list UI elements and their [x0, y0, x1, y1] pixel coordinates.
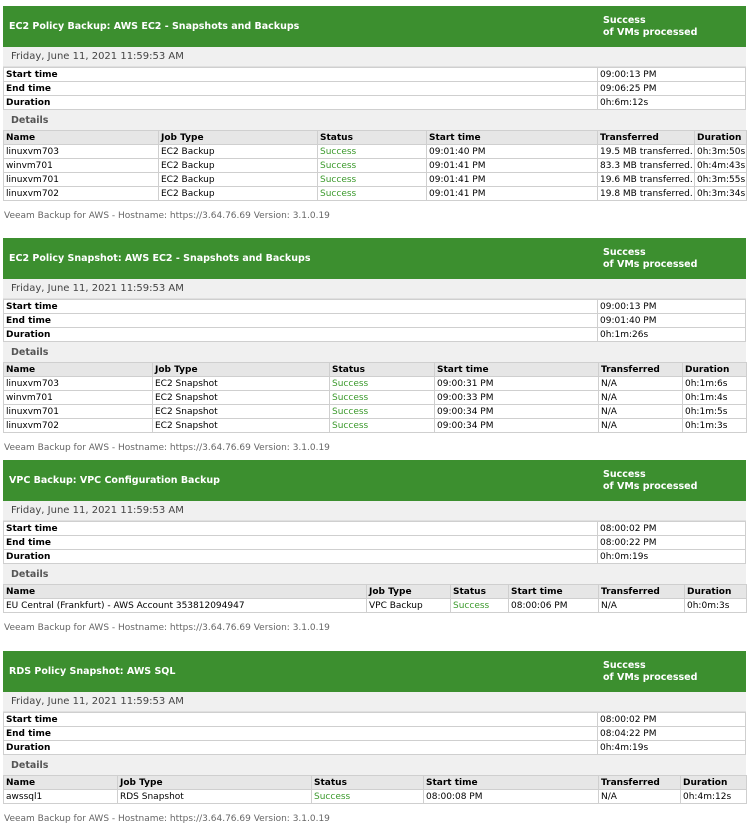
report-footer: Veeam Backup for AWS - Hostname: https://3.64.76.69 Version: 3.1.0.19 [4, 623, 330, 633]
start-time-value: 08:00:02 PM [598, 713, 746, 727]
report-header [3, 651, 746, 692]
table-cell: linuxvm702 [4, 187, 159, 201]
report-title: EC2 Policy Snapshot: AWS EC2 - Snapshots and Backups [9, 253, 311, 264]
table-cell: EC2 Snapshot [153, 391, 330, 405]
report-date: Friday, June 11, 2021 11:59:53 AM [3, 692, 746, 712]
table-cell: 09:01:41 PM [427, 173, 598, 187]
column-header: Status [451, 585, 509, 599]
table-cell: 19.6 MB transferred. [598, 173, 695, 187]
details-table [3, 584, 747, 613]
start-time-value: 09:00:13 PM [598, 300, 746, 314]
status-cell: Success [318, 173, 427, 187]
table-row [4, 599, 747, 613]
table-cell: EC2 Backup [159, 173, 318, 187]
column-header: Duration [695, 131, 747, 145]
status-vms-processed-text: of VMs processed [603, 672, 698, 683]
table-cell: EC2 Backup [159, 187, 318, 201]
end-time-label: End time [4, 536, 598, 550]
table-row [4, 419, 747, 433]
column-header: Job Type [367, 585, 451, 599]
status-cell: Success [312, 790, 424, 804]
start-time-row [4, 522, 746, 536]
column-header: Name [4, 776, 118, 790]
end-time-value: 09:06:25 PM [598, 82, 746, 96]
column-header: Transferred [598, 131, 695, 145]
table-row [4, 159, 747, 173]
details-label: Details [3, 110, 746, 130]
duration-label: Duration [4, 328, 598, 342]
status-cell: Success [330, 391, 435, 405]
end-time-row [4, 314, 746, 328]
end-time-value: 08:04:22 PM [598, 727, 746, 741]
table-cell: 0h:3m:55s [695, 173, 747, 187]
status-cell: Success [451, 599, 509, 613]
table-cell: awssql1 [4, 790, 118, 804]
table-cell: linuxvm703 [4, 377, 153, 391]
end-time-row [4, 727, 746, 741]
table-cell: 09:01:41 PM [427, 159, 598, 173]
column-header: Start time [427, 131, 598, 145]
duration-row [4, 741, 746, 755]
table-row [4, 391, 747, 405]
table-row [4, 790, 747, 804]
details-label: Details [3, 342, 746, 362]
end-time-label: End time [4, 314, 598, 328]
duration-label: Duration [4, 550, 598, 564]
table-cell: 83.3 MB transferred. [598, 159, 695, 173]
start-time-value: 09:00:13 PM [598, 68, 746, 82]
table-cell: 0h:4m:12s [681, 790, 747, 804]
table-cell: 09:00:34 PM [435, 405, 599, 419]
table-cell: winvm701 [4, 391, 153, 405]
status-cell: Success [318, 187, 427, 201]
table-cell: 0h:3m:34s [695, 187, 747, 201]
column-header: Duration [685, 585, 747, 599]
duration-value: 0h:6m:12s [598, 96, 746, 110]
table-cell: N/A [599, 377, 683, 391]
duration-value: 0h:1m:26s [598, 328, 746, 342]
details-label: Details [3, 755, 746, 775]
duration-label: Duration [4, 96, 598, 110]
table-cell: EC2 Backup [159, 159, 318, 173]
details-header-row [4, 131, 747, 145]
table-cell: 09:01:40 PM [427, 145, 598, 159]
status-vms-processed-text: of VMs processed [603, 259, 698, 270]
details-header-row [4, 585, 747, 599]
table-cell: N/A [599, 419, 683, 433]
table-cell: 19.8 MB transferred. [598, 187, 695, 201]
table-cell: EU Central (Frankfurt) - AWS Account 353812094947 [4, 599, 367, 613]
column-header: Transferred [599, 363, 683, 377]
end-time-value: 08:00:22 PM [598, 536, 746, 550]
table-cell: EC2 Snapshot [153, 377, 330, 391]
status-success-text: Success [603, 660, 646, 671]
status-success-text: Success [603, 247, 646, 258]
duration-row [4, 96, 746, 110]
table-row [4, 187, 747, 201]
table-cell: N/A [599, 405, 683, 419]
table-row [4, 145, 747, 159]
table-cell: EC2 Snapshot [153, 419, 330, 433]
status-cell: Success [330, 405, 435, 419]
status-cell: Success [330, 419, 435, 433]
status-success-text: Success [603, 469, 646, 480]
end-time-value: 09:01:40 PM [598, 314, 746, 328]
start-time-row [4, 300, 746, 314]
duration-label: Duration [4, 741, 598, 755]
column-header: Duration [681, 776, 747, 790]
job-report [3, 238, 746, 453]
status-cell: Success [330, 377, 435, 391]
report-header [3, 6, 746, 47]
summary-table [3, 67, 746, 110]
table-row [4, 405, 747, 419]
report-title: EC2 Policy Backup: AWS EC2 - Snapshots and Backups [9, 21, 300, 32]
table-cell: 0h:4m:43s [695, 159, 747, 173]
start-time-label: Start time [4, 713, 598, 727]
status-vms-processed-text: of VMs processed [603, 481, 698, 492]
table-cell: linuxvm701 [4, 405, 153, 419]
column-header: Transferred [599, 776, 681, 790]
report-title: VPC Backup: VPC Configuration Backup [9, 475, 220, 486]
summary-table [3, 299, 746, 342]
table-cell: 0h:1m:3s [683, 419, 747, 433]
start-time-row [4, 713, 746, 727]
report-date: Friday, June 11, 2021 11:59:53 AM [3, 47, 746, 67]
column-header: Job Type [159, 131, 318, 145]
start-time-row [4, 68, 746, 82]
column-header: Duration [683, 363, 747, 377]
details-table [3, 130, 747, 201]
table-row [4, 173, 747, 187]
table-row [4, 377, 747, 391]
table-cell: 0h:1m:4s [683, 391, 747, 405]
details-label: Details [3, 564, 746, 584]
table-cell: 08:00:06 PM [509, 599, 599, 613]
table-cell: EC2 Snapshot [153, 405, 330, 419]
job-report [3, 651, 746, 824]
report-status [603, 469, 697, 493]
column-header: Job Type [153, 363, 330, 377]
table-cell: N/A [599, 599, 685, 613]
duration-value: 0h:0m:19s [598, 550, 746, 564]
report-footer: Veeam Backup for AWS - Hostname: https://3.64.76.69 Version: 3.1.0.19 [4, 211, 330, 221]
table-cell: linuxvm702 [4, 419, 153, 433]
table-cell: linuxvm703 [4, 145, 159, 159]
details-header-row [4, 363, 747, 377]
report-status [603, 15, 697, 39]
report-date: Friday, June 11, 2021 11:59:53 AM [3, 279, 746, 299]
column-header: Job Type [118, 776, 312, 790]
column-header: Status [330, 363, 435, 377]
details-table [3, 775, 747, 804]
column-header: Start time [509, 585, 599, 599]
status-success-text: Success [603, 15, 646, 26]
report-header [3, 460, 746, 501]
start-time-value: 08:00:02 PM [598, 522, 746, 536]
table-cell: 09:00:34 PM [435, 419, 599, 433]
column-header: Name [4, 131, 159, 145]
column-header: Status [318, 131, 427, 145]
start-time-label: Start time [4, 68, 598, 82]
column-header: Start time [435, 363, 599, 377]
summary-table [3, 521, 746, 564]
job-report [3, 6, 746, 221]
report-title: RDS Policy Snapshot: AWS SQL [9, 666, 176, 677]
details-table [3, 362, 747, 433]
duration-row [4, 328, 746, 342]
status-cell: Success [318, 159, 427, 173]
table-cell: EC2 Backup [159, 145, 318, 159]
table-cell: linuxvm701 [4, 173, 159, 187]
details-header-row [4, 776, 747, 790]
table-cell: RDS Snapshot [118, 790, 312, 804]
table-cell: 09:00:33 PM [435, 391, 599, 405]
table-cell: 0h:1m:6s [683, 377, 747, 391]
job-report [3, 460, 746, 633]
table-cell: N/A [599, 790, 681, 804]
column-header: Transferred [599, 585, 685, 599]
table-cell: 0h:0m:3s [685, 599, 747, 613]
report-footer: Veeam Backup for AWS - Hostname: https://3.64.76.69 Version: 3.1.0.19 [4, 814, 330, 824]
column-header: Start time [424, 776, 599, 790]
table-cell: 0h:3m:50s [695, 145, 747, 159]
end-time-row [4, 82, 746, 96]
report-header [3, 238, 746, 279]
table-cell: VPC Backup [367, 599, 451, 613]
status-vms-processed-text: of VMs processed [603, 27, 698, 38]
column-header: Name [4, 363, 153, 377]
table-cell: 0h:1m:5s [683, 405, 747, 419]
end-time-row [4, 536, 746, 550]
report-footer: Veeam Backup for AWS - Hostname: https://3.64.76.69 Version: 3.1.0.19 [4, 443, 330, 453]
start-time-label: Start time [4, 300, 598, 314]
report-date: Friday, June 11, 2021 11:59:53 AM [3, 501, 746, 521]
end-time-label: End time [4, 82, 598, 96]
start-time-label: Start time [4, 522, 598, 536]
table-cell: winvm701 [4, 159, 159, 173]
duration-row [4, 550, 746, 564]
table-cell: 09:01:41 PM [427, 187, 598, 201]
table-cell: 19.5 MB transferred. [598, 145, 695, 159]
report-status [603, 247, 697, 271]
table-cell: N/A [599, 391, 683, 405]
status-cell: Success [318, 145, 427, 159]
column-header: Status [312, 776, 424, 790]
table-cell: 09:00:31 PM [435, 377, 599, 391]
end-time-label: End time [4, 727, 598, 741]
table-cell: 08:00:08 PM [424, 790, 599, 804]
column-header: Name [4, 585, 367, 599]
report-status [603, 660, 697, 684]
summary-table [3, 712, 746, 755]
duration-value: 0h:4m:19s [598, 741, 746, 755]
